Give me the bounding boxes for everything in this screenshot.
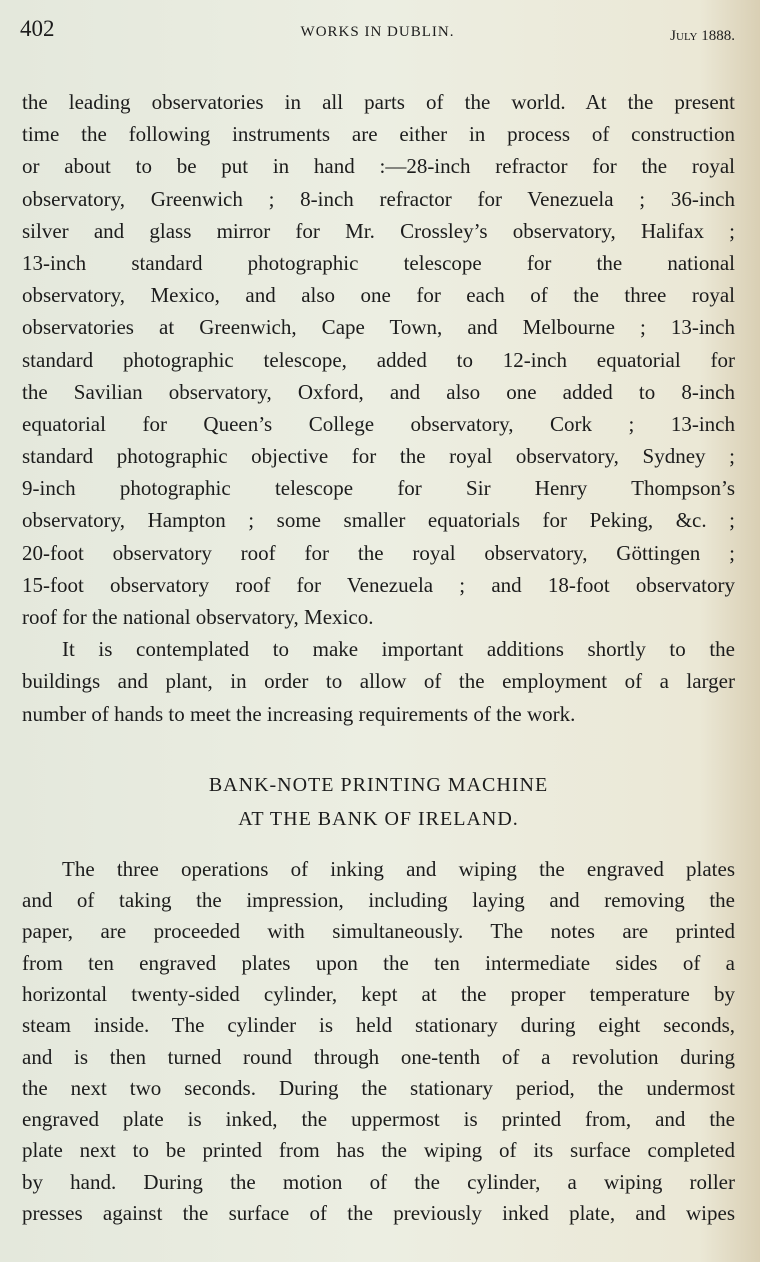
text-line: horizontal twenty-sided cylinder, kept at the proper temperature by xyxy=(22,981,735,1006)
paragraph-observatory-instruments xyxy=(22,86,735,633)
text-line: standard photographic telescope, added to 12-inch equatorial for xyxy=(22,347,735,372)
text-line: the leading observatories in all parts of the world. At the present xyxy=(22,90,735,114)
text-line: observatory, Mexico, and also one for each of the three royal xyxy=(22,283,735,308)
text-line: The three operations of inking and wiping the engraved plates xyxy=(62,856,735,881)
paragraph-bank-note-machine xyxy=(22,854,735,1230)
text-line: by hand. During the motion of the cylinder, a wiping roller xyxy=(22,1169,735,1194)
text-line: buildings and plant, in order to allow of the employment of a larger xyxy=(22,669,735,694)
text-line: number of hands to meet the increasing requirements of the work. xyxy=(22,701,576,726)
text-line: 20-foot observatory roof for the royal observatory, Göttingen ; xyxy=(22,540,735,565)
text-line: 9-inch photographic telescope for Sir Henry Thompson’s xyxy=(22,476,735,501)
page-body xyxy=(22,86,735,1229)
text-line: 15-foot observatory roof for Venezuela ; and 18-foot observatory xyxy=(22,572,735,597)
text-line: steam inside. The cylinder is held stationary during eight seconds, xyxy=(22,1013,735,1038)
page-number: 402 xyxy=(20,16,55,41)
text-line: the Savilian observatory, Oxford, and also one added to 8-inch xyxy=(22,379,735,404)
text-line: engraved plate is inked, the uppermost is printed from, and the xyxy=(22,1107,735,1132)
text-line: observatory, Greenwich ; 8-inch refractor for Venezuela ; 36-inch xyxy=(22,186,735,211)
running-title: WORKS IN DUBLIN. xyxy=(300,24,455,40)
section-heading-line: BANK-NOTE PRINTING MACHINE xyxy=(208,773,549,796)
text-line: presses against the surface of the previously inked plate, and wipes xyxy=(22,1201,735,1226)
text-line: from ten engraved plates upon the ten intermediate sides of a xyxy=(22,950,735,975)
text-line: or about to be put in hand :—28-inch refractor for the royal xyxy=(22,154,735,179)
text-line: plate next to be printed from has the wiping of its surface completed xyxy=(22,1138,735,1163)
text-line: 13-inch standard photographic telescope for the national xyxy=(22,250,735,275)
issue-date: July 1888. xyxy=(670,28,735,44)
section-heading-line: AT THE BANK OF IRELAND. xyxy=(238,807,519,830)
section-heading xyxy=(22,768,735,836)
text-line: the next two seconds. During the stationary period, the undermost xyxy=(22,1075,735,1100)
text-line: equatorial for Queen’s College observatory, Cork ; 13-inch xyxy=(22,411,735,436)
text-line: silver and glass mirror for Mr. Crossley’s observatory, Halifax ; xyxy=(22,218,735,243)
text-line: observatories at Greenwich, Cape Town, and Melbourne ; 13-inch xyxy=(22,315,735,340)
text-line: observatory, Hampton ; some smaller equatorials for Peking, &c. ; xyxy=(22,508,735,533)
text-line: time the following instruments are either in process of construction xyxy=(22,122,735,147)
text-line: paper, are proceeded with simultaneously. The notes are printed xyxy=(22,919,735,944)
text-line: and is then turned round through one-tenth of a revolution during xyxy=(22,1044,735,1069)
text-line: and of taking the impression, including laying and removing the xyxy=(22,888,735,913)
text-line: roof for the national observatory, Mexico. xyxy=(22,605,374,629)
text-line: standard photographic objective for the royal observatory, Sydney ; xyxy=(22,444,735,469)
paragraph-contemplated-additions xyxy=(22,633,735,730)
text-line: It is contemplated to make important additions shortly to the xyxy=(62,637,735,662)
page-header xyxy=(20,14,735,46)
